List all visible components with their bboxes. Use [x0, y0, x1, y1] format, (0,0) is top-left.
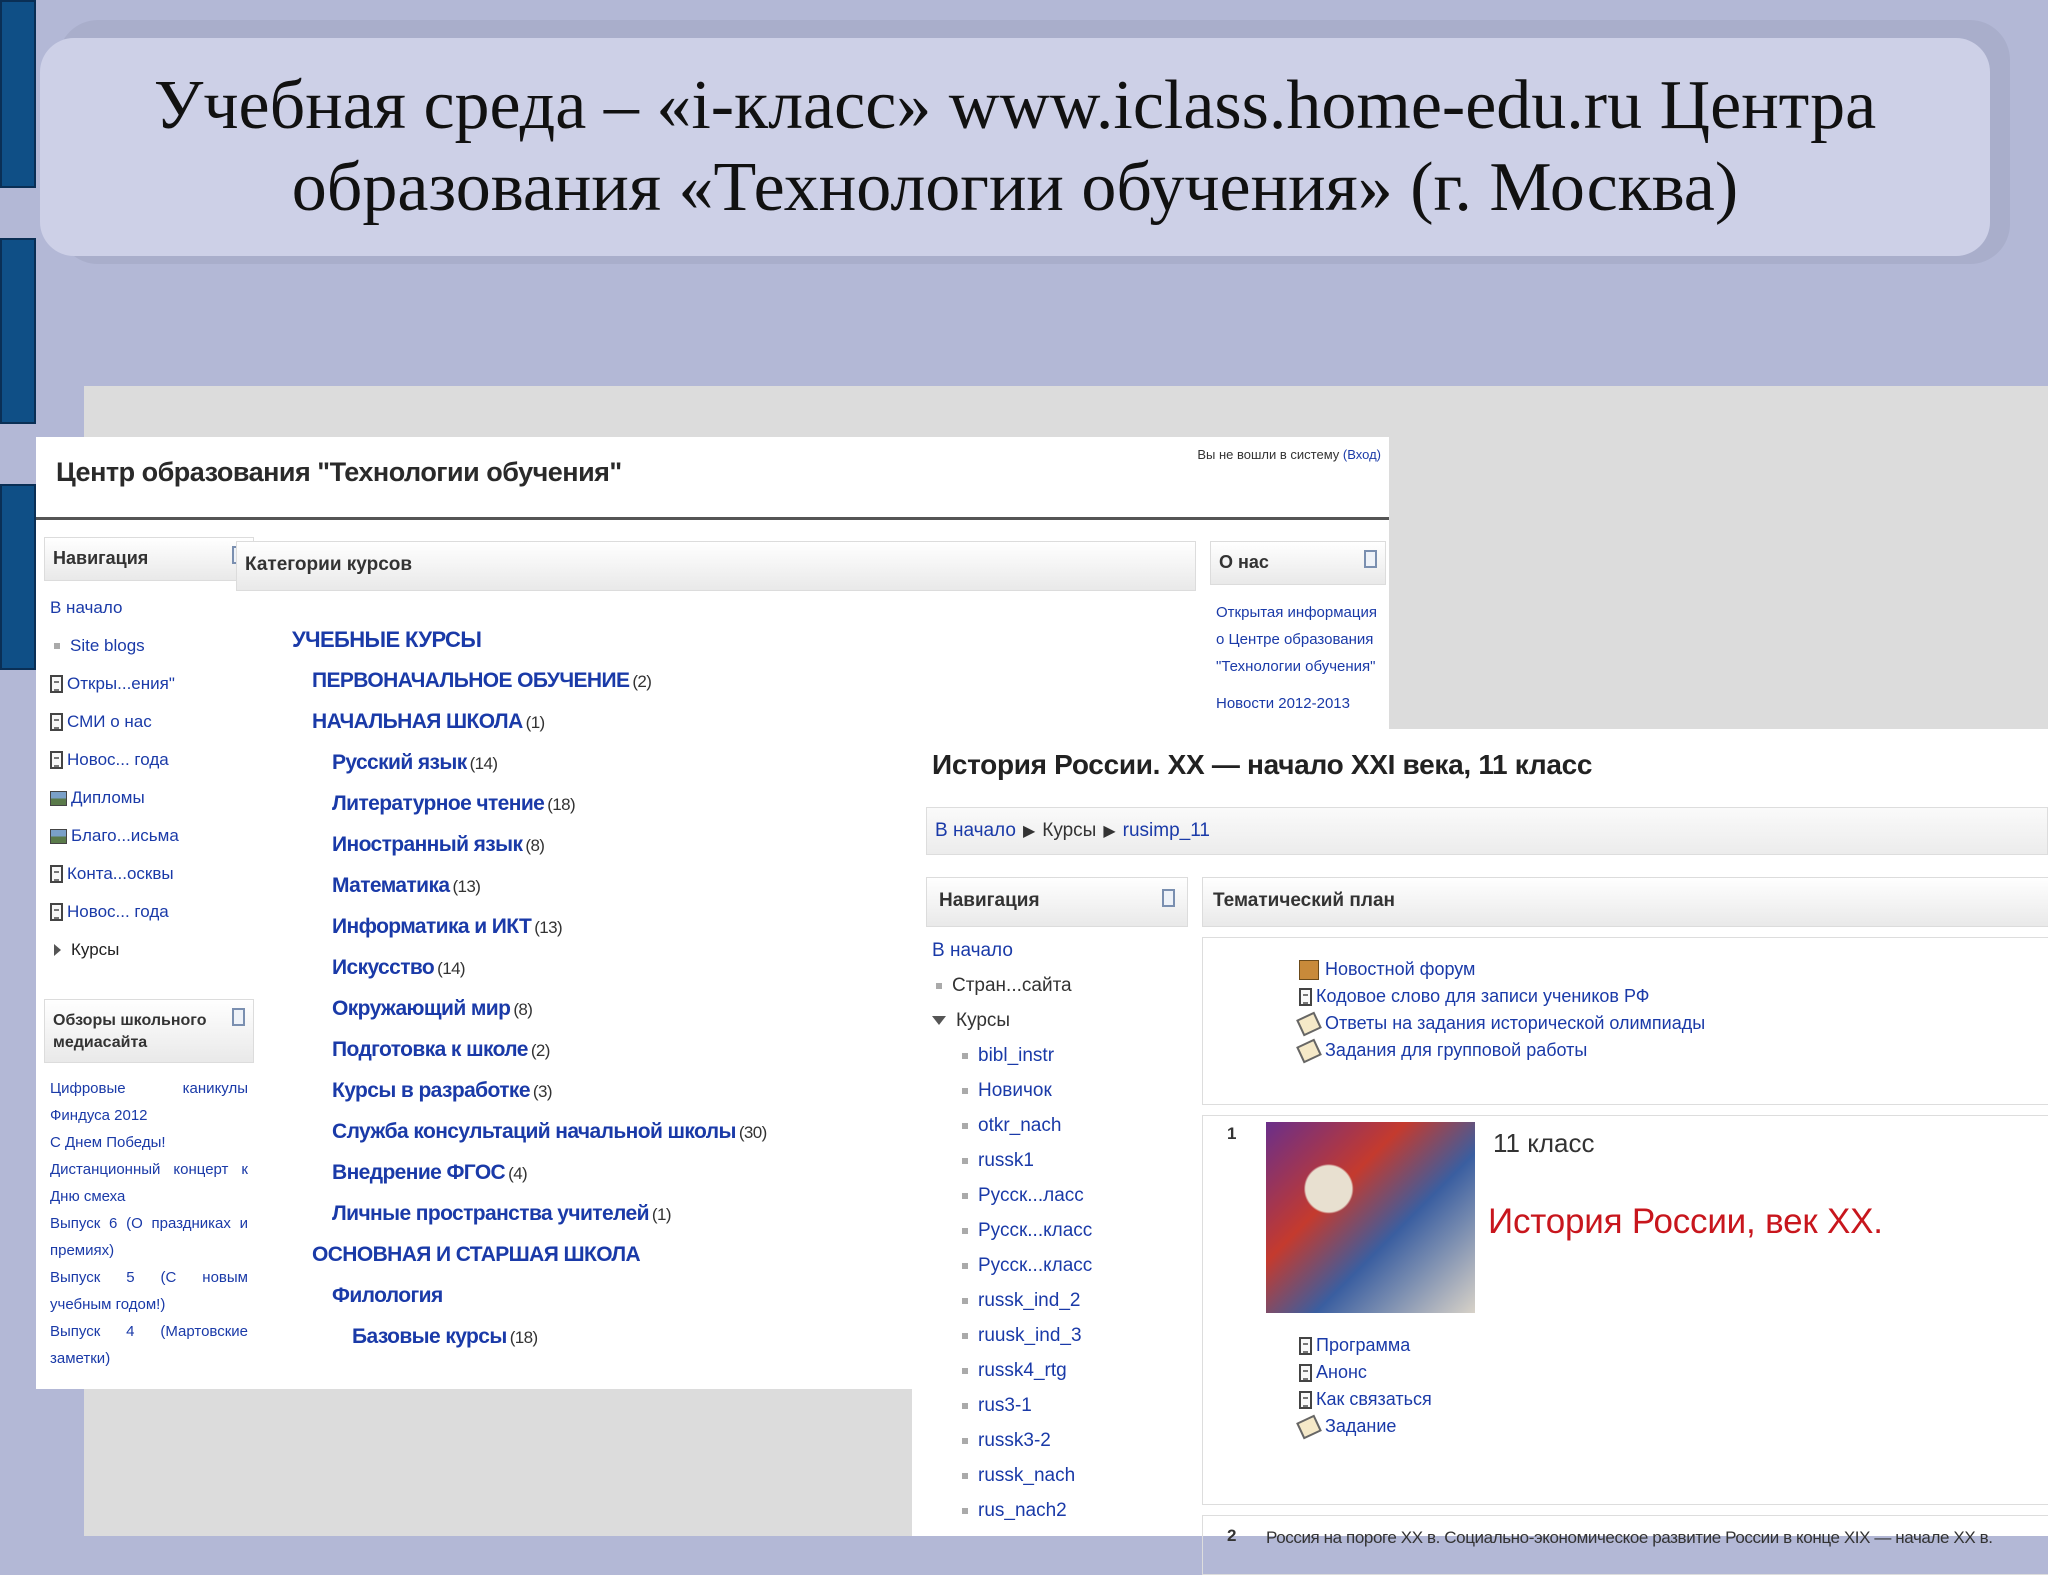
login-link[interactable]: (Вход): [1342, 447, 1381, 462]
nav-item-label: Благо...исьма: [71, 826, 179, 845]
about-block: [1210, 541, 1386, 731]
nav-item-label: Курсы: [956, 1010, 1011, 1031]
category-label: УЧЕБНЫЕ КУРСЫ: [292, 627, 482, 652]
about-header: [1210, 541, 1386, 585]
category-label: Личные пространства учителей: [332, 1202, 649, 1225]
nav-course-item[interactable]: [926, 1493, 1188, 1528]
document-icon: [50, 751, 63, 769]
nav-item-label: Конта...осквы: [67, 864, 174, 883]
nav-course-item[interactable]: [926, 1073, 1188, 1108]
image-icon: [50, 829, 67, 844]
document-icon: [50, 865, 63, 883]
nav-course-item[interactable]: [926, 1108, 1188, 1143]
activity-label: Программа: [1316, 1335, 1411, 1355]
category-count: (8): [525, 836, 545, 855]
category-count: (1): [525, 713, 545, 732]
category-label: Служба консультаций начальной школы: [332, 1120, 736, 1143]
breadcrumb-separator-icon: ▶: [1022, 823, 1036, 840]
nav-item[interactable]: [50, 779, 248, 817]
media-item-link[interactable]: Дистанционный концерт к Дню смеха: [50, 1161, 248, 1205]
breadcrumb-current[interactable]: rusimp_11: [1122, 820, 1210, 841]
activity-label: Ответы на задания исторической олимпиады: [1325, 1013, 1706, 1033]
nav-course-item[interactable]: [926, 1283, 1188, 1318]
activity-label: Задания для групповой работы: [1325, 1040, 1588, 1060]
category-count: (13): [452, 877, 481, 896]
category-label: НАЧАЛЬНАЯ ШКОЛА: [312, 710, 523, 733]
nav-item-label: В начало: [932, 940, 1013, 961]
course-section-2: [1202, 1515, 2048, 1575]
bullet-icon: [962, 1368, 968, 1374]
nav-item-label: Откры...ения": [67, 674, 175, 693]
activity-item[interactable]: [1299, 1386, 1432, 1413]
nav-item[interactable]: [50, 817, 248, 855]
assignment-icon: [1296, 1414, 1322, 1439]
collapse-triangle-icon: [932, 1016, 946, 1025]
nav-item-site-pages[interactable]: [926, 968, 1188, 1003]
category-count: (18): [509, 1328, 538, 1347]
bullet-icon: [962, 1298, 968, 1304]
category-count: (18): [547, 795, 576, 814]
bullet-icon: [962, 1403, 968, 1409]
section-activities: [1299, 1332, 1432, 1440]
section-class-label: 11 класс: [1493, 1128, 1595, 1158]
media-item-link[interactable]: С Днем Победы!: [50, 1134, 166, 1151]
block-title: Категории курсов: [245, 554, 413, 575]
nav-course-item[interactable]: [926, 1213, 1188, 1248]
section-heading: История России, век XX.: [1488, 1202, 1883, 1241]
nav-item-label: В начало: [50, 598, 123, 617]
about-info-link[interactable]: Открытая информация о Центре образования "Технологии обучения": [1216, 604, 1377, 675]
nav-course-item[interactable]: [926, 1143, 1188, 1178]
category-label: Филология: [332, 1284, 443, 1307]
category-count: (2): [530, 1041, 550, 1060]
category-label: Внедрение ФГОС: [332, 1161, 506, 1184]
bullet-icon: [962, 1508, 968, 1514]
breadcrumb: [926, 807, 2048, 855]
activity-label: Задание: [1325, 1416, 1397, 1436]
nav-course-item[interactable]: [926, 1178, 1188, 1213]
media-item-link[interactable]: Выпуск 6 (О праздниках и премиях): [50, 1215, 248, 1259]
nav-item[interactable]: [50, 665, 248, 703]
general-section: [1202, 937, 2048, 1105]
navigation-block-header: [926, 877, 1188, 927]
nav-item-label: СМИ о нас: [67, 712, 152, 731]
bullet-icon: [962, 1438, 968, 1444]
document-icon: [1299, 1391, 1312, 1409]
block-title: Тематический план: [1213, 890, 1395, 911]
navigation-block-header: [44, 537, 254, 581]
section-number: 2: [1227, 1526, 1237, 1545]
activity-item[interactable]: [1299, 983, 2048, 1010]
navigation-list: [44, 581, 254, 977]
category-count: (14): [437, 959, 465, 978]
nav-item-courses[interactable]: [926, 1003, 1188, 1038]
document-icon: [1299, 1364, 1312, 1382]
nav-item-label: ruusk_ind_3: [978, 1325, 1082, 1346]
nav-item-label: russk3-2: [978, 1430, 1051, 1451]
nav-item-label: Русск...ласс: [978, 1185, 1084, 1206]
bullet-icon: [962, 1123, 968, 1129]
category-label: ОСНОВНАЯ И СТАРШАЯ ШКОЛА: [312, 1243, 641, 1266]
nav-item-label: Новичок: [978, 1080, 1052, 1101]
nav-item-label: russk_ind_2: [978, 1290, 1081, 1311]
course-title: История России. XX — начало XXI века, 11 класс: [932, 749, 1593, 780]
category-label: Иностранный язык: [332, 833, 523, 856]
nav-course-item[interactable]: [926, 1458, 1188, 1493]
breadcrumb-home[interactable]: В начало: [935, 820, 1016, 841]
section-number: 1: [1227, 1124, 1237, 1143]
section-summary: Россия на пороге XX в. Социально-экономическое развитие России в конце XIX — начале XX в.: [1266, 1528, 1993, 1547]
nav-item-label: Русск...класс: [978, 1220, 1093, 1241]
about-links: [1210, 585, 1386, 731]
topic-plan-header: [1202, 877, 2048, 927]
media-reviews-block: [44, 999, 254, 1384]
category-count: (3): [532, 1082, 552, 1101]
activity-item[interactable]: [1299, 1010, 2048, 1037]
block-title: Навигация: [53, 548, 149, 568]
nav-item-label: Новос... года: [67, 902, 169, 921]
block-title: Навигация: [939, 890, 1040, 911]
media-item-link[interactable]: Цифровые каникулы Финдуса 2012: [50, 1080, 248, 1124]
document-icon: [50, 903, 63, 921]
block-title: О нас: [1219, 552, 1269, 572]
nav-item-label: russk_nach: [978, 1465, 1076, 1486]
nav-item[interactable]: [50, 855, 248, 893]
activity-label: Новостной форум: [1325, 959, 1476, 979]
nav-item-label: russk1: [978, 1150, 1034, 1171]
block-title: Обзоры школьного медиасайта: [53, 1012, 207, 1051]
nav-course-item[interactable]: [926, 1038, 1188, 1073]
dock-icon[interactable]: [1364, 550, 1377, 568]
nav-item-label: rus3-1: [978, 1395, 1032, 1416]
site-title: Центр образования "Технологии обучения": [56, 457, 622, 487]
bullet-icon: [936, 983, 942, 989]
media-list: [44, 1063, 254, 1384]
course-navigation-block: [926, 877, 1188, 1528]
nav-item-label: Новос... года: [67, 750, 169, 769]
media-item-link[interactable]: Выпуск 4 (Мартовские заметки): [50, 1323, 248, 1367]
document-icon: [1299, 1337, 1312, 1355]
bullet-icon: [962, 1263, 968, 1269]
category-label: Подготовка к школе: [332, 1038, 528, 1061]
activity-item[interactable]: [1299, 1359, 1432, 1386]
assignment-icon: [1296, 1011, 1322, 1036]
category-item[interactable]: [236, 619, 1196, 660]
slide-stripe: [0, 0, 36, 188]
media-block-header: [44, 999, 254, 1063]
bullet-icon: [54, 643, 60, 649]
category-label: Окружающий мир: [332, 997, 511, 1020]
activity-label: Анонс: [1316, 1362, 1367, 1382]
nav-item-label: bibl_instr: [978, 1045, 1055, 1066]
nav-item[interactable]: [50, 741, 248, 779]
slide-stripe: [0, 238, 36, 424]
category-label: Литературное чтение: [332, 792, 545, 815]
category-label: Математика: [332, 874, 450, 897]
image-icon: [50, 791, 67, 806]
activity-item[interactable]: [1299, 956, 2048, 983]
section-image: [1266, 1122, 1475, 1313]
category-count: (14): [469, 754, 498, 773]
nav-item-home[interactable]: [926, 933, 1188, 968]
nav-item-label: Дипломы: [71, 788, 145, 807]
nav-course-item[interactable]: [926, 1318, 1188, 1353]
dock-icon[interactable]: [1162, 889, 1175, 907]
nav-item[interactable]: [50, 627, 248, 665]
activity-label: Как связаться: [1316, 1389, 1432, 1409]
media-item-link[interactable]: Выпуск 5 (С новым учебным годом!): [50, 1269, 248, 1313]
nav-course-item[interactable]: [926, 1423, 1188, 1458]
category-count: (1): [651, 1205, 671, 1224]
nav-item-label: russk4_rtg: [978, 1360, 1067, 1381]
bullet-icon: [962, 1333, 968, 1339]
nav-course-item[interactable]: [926, 1353, 1188, 1388]
nav-item-courses[interactable]: [50, 931, 248, 969]
nav-item-home[interactable]: [50, 589, 248, 627]
login-info: [1197, 447, 1381, 462]
category-label: Курсы в разработке: [332, 1079, 530, 1102]
assignment-icon: [1296, 1038, 1322, 1063]
activity-item[interactable]: [1299, 1037, 2048, 1064]
breadcrumb-courses[interactable]: Курсы: [1042, 820, 1097, 841]
course-section-1: [1202, 1115, 2048, 1505]
activity-item[interactable]: [1299, 1332, 1432, 1359]
bullet-icon: [962, 1158, 968, 1164]
nav-course-item[interactable]: [926, 1388, 1188, 1423]
expand-triangle-icon: [54, 944, 61, 956]
bullet-icon: [962, 1053, 968, 1059]
slide-stripe: [0, 484, 36, 670]
activity-item[interactable]: [1299, 1413, 1432, 1440]
bullet-icon: [962, 1473, 968, 1479]
category-count: (13): [534, 918, 563, 937]
category-label: Базовые курсы: [352, 1325, 507, 1348]
slide-title-line: образования «Технологии обучения» (г. Москва): [291, 149, 1739, 226]
bullet-icon: [962, 1228, 968, 1234]
category-label: Искусство: [332, 956, 435, 979]
news-link[interactable]: Новости 2012-2013: [1216, 695, 1350, 712]
category-label: Русский язык: [332, 751, 467, 774]
slide-title: [40, 38, 1990, 256]
category-item[interactable]: [236, 660, 1196, 701]
document-icon: [50, 675, 63, 693]
nav-item[interactable]: [50, 893, 248, 931]
nav-item-label: rus_nach2: [978, 1500, 1067, 1521]
nav-item-label: otkr_nach: [978, 1115, 1062, 1136]
categories-header: [236, 541, 1196, 591]
header-divider: [36, 517, 1389, 520]
nav-course-item[interactable]: [926, 1248, 1188, 1283]
category-count: (30): [738, 1123, 767, 1142]
category-count: (4): [508, 1164, 528, 1183]
course-page-screenshot: [912, 729, 2048, 1547]
course-navigation-list: [926, 927, 1188, 1528]
bullet-icon: [962, 1193, 968, 1199]
category-label: Информатика и ИКТ: [332, 915, 532, 938]
forum-icon: [1299, 960, 1319, 980]
document-icon: [1299, 988, 1312, 1006]
topic-plan: [1202, 877, 2048, 1575]
nav-item-label: Стран...сайта: [952, 975, 1072, 996]
navigation-block: [44, 537, 254, 977]
bullet-icon: [962, 1088, 968, 1094]
login-text: Вы не вошли в систему: [1197, 447, 1340, 462]
nav-item-label: Site blogs: [70, 636, 145, 655]
breadcrumb-separator-icon: ▶: [1103, 823, 1116, 840]
nav-item[interactable]: [50, 703, 248, 741]
nav-item-label: Курсы: [71, 940, 120, 959]
category-label: ПЕРВОНАЧАЛЬНОЕ ОБУЧЕНИЕ: [312, 669, 630, 692]
activity-label: Кодовое слово для записи учеников РФ: [1316, 986, 1650, 1006]
category-count: (2): [632, 672, 652, 691]
nav-item-label: Русск...класс: [978, 1255, 1093, 1276]
slide-title-line: Учебная среда – «i-класс» www.iclass.home-edu.ru Центра: [153, 67, 1877, 144]
document-icon: [50, 713, 63, 731]
category-count: (8): [513, 1000, 533, 1019]
